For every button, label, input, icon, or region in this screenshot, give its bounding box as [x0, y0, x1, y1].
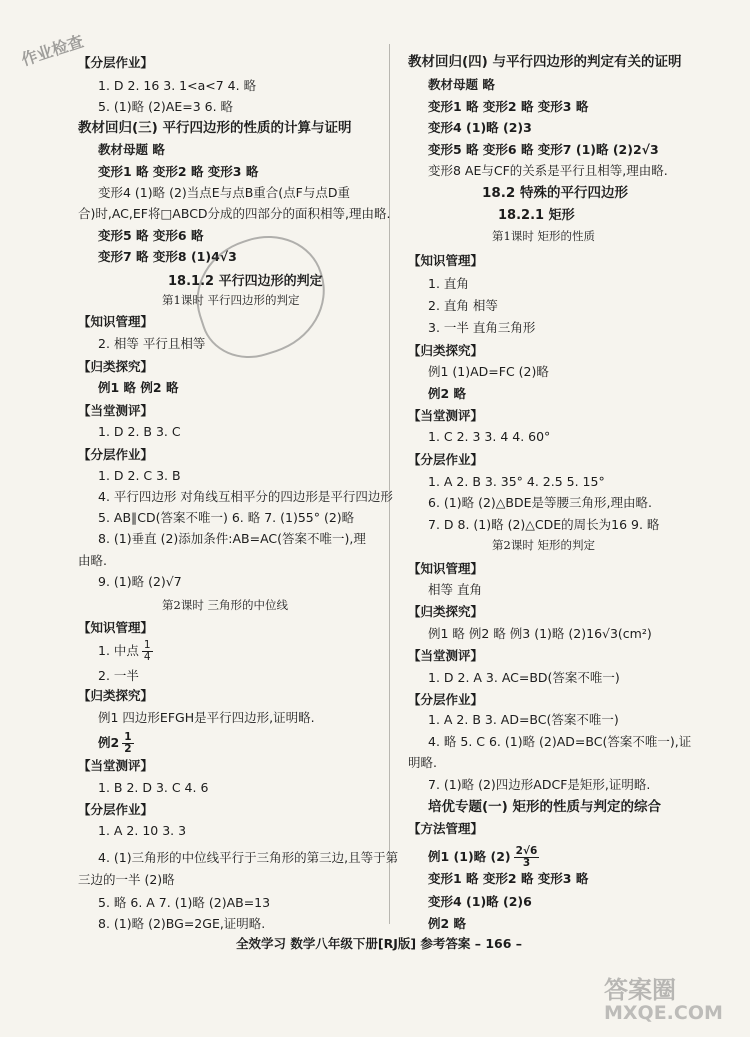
fraction	[122, 732, 133, 755]
answer-text: 由略.	[78, 553, 107, 568]
answer-line	[408, 99, 588, 115]
answer-text: 例2 略	[428, 386, 467, 401]
answer-line	[408, 821, 483, 837]
answer-line	[78, 380, 178, 396]
answer-text: 合)时,AC,EF将□ABCD分成的四部分的面积相等,理由略.	[78, 206, 391, 221]
answer-line	[408, 474, 605, 490]
watermark-logo: 答案圈	[604, 976, 676, 1004]
answer-line	[78, 895, 270, 911]
answer-text: 1. D 2. C 3. B	[98, 468, 181, 483]
answer-text: 18.1.2 平行四边形的判定	[168, 274, 323, 289]
answer-text: 第1课时 矩形的性质	[492, 229, 595, 243]
answer-text: 1. D 2. A 3. AC=BD(答案不唯一)	[428, 670, 620, 685]
fraction-numerator: 1	[124, 731, 132, 743]
answer-line	[408, 364, 549, 380]
answer-line	[78, 510, 354, 526]
answer-text: 【归类探究】	[408, 604, 484, 619]
answer-text: 例1 (1)AD=FC (2)略	[428, 364, 549, 379]
answer-line	[78, 872, 175, 888]
answer-text: 7. (1)略 (2)四边形ADCF是矩形,证明略.	[428, 777, 651, 792]
answer-text: 【分层作业】	[408, 692, 484, 707]
answer-line	[408, 386, 466, 402]
answer-line	[408, 582, 482, 598]
answer-text: 3. 一半 直角三角形	[428, 320, 536, 335]
answer-text: 第2课时 矩形的判定	[492, 538, 595, 552]
fraction-denominator: 3	[522, 857, 531, 870]
answer-line	[408, 429, 550, 445]
answer-text: 变形1 略 变形2 略 变形3 略	[428, 99, 589, 114]
answer-line	[492, 538, 595, 552]
answer-line	[482, 185, 628, 202]
answer-text: 4. (1)三角形的中位线平行于三角形的第三边,且等于第	[98, 850, 399, 865]
answer-line	[408, 517, 659, 533]
answer-text: 变形1 略 变形2 略 变形3 略	[98, 164, 259, 179]
answer-text: 4. 平行四边形 对角线互相平分的四边形是平行四边形	[98, 489, 393, 504]
answer-line	[408, 54, 682, 71]
answer-text: 例1 (1)略 (2)	[428, 849, 511, 865]
fraction-numerator: 1	[143, 639, 151, 651]
answer-text: 1. D 2. B 3. C	[98, 424, 181, 439]
answer-text: 【知识管理】	[408, 561, 484, 576]
answer-line	[78, 468, 181, 484]
answer-line	[408, 495, 652, 511]
answer-line	[78, 688, 153, 704]
answer-line	[498, 208, 575, 224]
answer-line	[78, 336, 205, 352]
answer-text: 例1 略 例2 略	[98, 380, 179, 395]
answer-text: 【当堂测评】	[78, 403, 154, 418]
answer-text: 1. C 2. 3 3. 4 4. 60°	[428, 429, 551, 444]
answer-line	[78, 185, 350, 201]
answer-text: 【分层作业】	[78, 802, 154, 817]
answer-text: 变形5 略 变形6 略 变形7 (1)略 (2)2√3	[428, 142, 659, 157]
answer-text: 培优专题(一) 矩形的性质与判定的综合	[428, 799, 662, 815]
fraction-denominator: 2	[124, 743, 132, 756]
answer-line	[78, 164, 258, 180]
answer-line	[408, 77, 495, 93]
answer-text: 变形8 AE与CF的关系是平行且相等,理由略.	[428, 163, 668, 178]
answer-text: 【知识管理】	[408, 253, 484, 268]
fraction	[514, 846, 540, 869]
answer-text: 例2 略	[428, 916, 467, 931]
answer-line	[78, 802, 153, 818]
answer-text: 8. (1)垂直 (2)添加条件:AB=AC(答案不唯一),理	[98, 531, 366, 546]
answer-line	[408, 846, 542, 869]
answer-line	[408, 142, 659, 158]
answer-text: 2. 一半	[98, 668, 139, 683]
answer-line	[78, 206, 391, 222]
answer-line	[408, 276, 469, 292]
answer-text: 5. 略 6. A 7. (1)略 (2)AB=13	[98, 895, 271, 910]
answer-line	[78, 403, 153, 419]
answer-text: 明略.	[408, 755, 437, 770]
answer-text: 1. D 2. 16 3. 1<a<7 4. 略	[98, 78, 257, 93]
answer-text: 变形4 (1)略 (2)6	[428, 894, 532, 909]
answer-text: 教材回归(四) 与平行四边形的判定有关的证明	[408, 54, 682, 70]
answer-line	[408, 163, 668, 179]
fraction	[142, 640, 153, 663]
answer-line	[78, 758, 153, 774]
answer-line	[78, 78, 256, 94]
answer-text: 例1 四边形EFGH是平行四边形,证明略.	[98, 710, 315, 725]
answer-line	[408, 692, 483, 708]
answer-line	[408, 604, 483, 620]
answer-text: 9. (1)略 (2)√7	[98, 574, 182, 589]
answer-line	[408, 755, 437, 771]
answer-line	[408, 561, 483, 577]
answer-text: 变形4 (1)略 (2)当点E与点B重合(点F与点D重	[98, 185, 350, 200]
answer-line	[408, 626, 652, 642]
answer-text: 2. 直角 相等	[428, 298, 498, 313]
fraction-numerator: 2√6	[515, 845, 538, 857]
answer-text: 【归类探究】	[78, 359, 154, 374]
answer-line	[78, 424, 181, 440]
answer-text: 4. 略 5. C 6. (1)略 (2)AD=BC(答案不唯一),证	[428, 734, 692, 749]
answer-text: 相等 直角	[428, 582, 482, 597]
answer-text: 【分层作业】	[78, 447, 154, 462]
answer-text: 2. 相等 平行且相等	[98, 336, 206, 351]
answer-line	[492, 229, 595, 243]
answer-line	[78, 228, 203, 244]
answer-text: 【分层作业】	[78, 55, 154, 70]
answer-text: 6. (1)略 (2)△BDE是等腰三角形,理由略.	[428, 495, 652, 510]
answer-text: 例1 略 例2 略 例3 (1)略 (2)16√3(cm²)	[428, 626, 652, 641]
answer-line	[408, 894, 532, 910]
answer-text: 变形1 略 变形2 略 变形3 略	[428, 871, 589, 886]
answer-text: 1. 中点	[98, 643, 139, 659]
answer-text: 1. A 2. 10 3. 3	[98, 823, 187, 838]
answer-text: 【方法管理】	[408, 821, 484, 836]
answer-text: 1. B 2. D 3. C 4. 6	[98, 780, 209, 795]
answer-line	[78, 620, 153, 636]
answer-text: 1. A 2. B 3. 35° 4. 2.5 5. 15°	[428, 474, 605, 489]
answer-line	[78, 99, 233, 115]
answer-line	[408, 343, 483, 359]
answer-line	[408, 916, 466, 932]
answer-text: 例2	[98, 735, 120, 751]
answer-text: 【当堂测评】	[408, 408, 484, 423]
answer-text: 第1课时 平行四边形的判定	[162, 293, 300, 307]
answer-line	[78, 823, 186, 839]
answer-text: 【归类探究】	[408, 343, 484, 358]
answer-line	[408, 320, 535, 336]
answer-text: 18.2.1 矩形	[498, 208, 575, 223]
watermark-url: MXQE.COM	[604, 1002, 723, 1024]
answer-line	[408, 253, 483, 269]
answer-line	[408, 452, 483, 468]
answer-text: 变形5 略 变形6 略	[98, 228, 204, 243]
answer-text: 1. 直角	[428, 276, 469, 291]
answer-text: 【当堂测评】	[408, 648, 484, 663]
answer-text: 变形4 (1)略 (2)3	[428, 120, 532, 135]
answer-line	[78, 916, 265, 932]
answer-text: 【当堂测评】	[78, 758, 154, 773]
answer-text: 【归类探究】	[78, 688, 154, 703]
page-footer: 全效学习 数学八年级下册[RJ版] 参考答案 – 166 –	[236, 936, 523, 951]
answer-text: 教材回归(三) 平行四边形的性质的计算与证明	[78, 120, 352, 136]
answer-text: 第2课时 三角形的中位线	[162, 598, 288, 612]
answer-text: 18.2 特殊的平行四边形	[482, 185, 629, 201]
answer-line	[408, 871, 588, 887]
answer-line	[78, 780, 208, 796]
answer-text: 1. A 2. B 3. AD=BC(答案不唯一)	[428, 712, 619, 727]
answer-line	[78, 489, 393, 505]
answer-text: 三边的一半 (2)略	[78, 872, 175, 887]
column-divider	[389, 44, 390, 924]
answer-text: 8. (1)略 (2)BG=2GE,证明略.	[98, 916, 266, 931]
answer-text: 5. (1)略 (2)AE=3 6. 略	[98, 99, 234, 114]
fraction-denominator: 4	[143, 651, 151, 664]
answer-line	[408, 712, 619, 728]
answer-text: 变形7 略 变形8 (1)4√3	[98, 249, 237, 264]
answer-line	[78, 120, 352, 137]
stamp-text: 作业检查	[18, 31, 86, 70]
answer-line	[78, 359, 153, 375]
answer-line	[408, 120, 532, 136]
answer-line	[78, 574, 182, 590]
answer-line	[78, 553, 107, 569]
answer-text: 5. AB∥CD(答案不唯一) 6. 略 7. (1)55° (2)略	[98, 510, 355, 525]
answer-line	[408, 670, 620, 686]
answer-line	[408, 777, 650, 793]
answer-line	[78, 314, 153, 330]
answer-line	[78, 447, 153, 463]
answer-text: 7. D 8. (1)略 (2)△CDE的周长为16 9. 略	[428, 517, 660, 532]
answer-line	[78, 531, 366, 547]
answer-line	[78, 55, 153, 71]
answer-line	[408, 408, 483, 424]
answer-text: 【知识管理】	[78, 620, 154, 635]
answer-line	[428, 799, 661, 816]
answer-line	[78, 142, 165, 158]
answer-line	[408, 734, 691, 750]
answer-text: 【知识管理】	[78, 314, 154, 329]
answer-line	[408, 648, 483, 664]
answer-line	[78, 640, 156, 663]
answer-line	[78, 850, 398, 866]
answer-line	[408, 298, 498, 314]
answer-text: 教材母题 略	[98, 142, 165, 157]
answer-line	[162, 598, 288, 612]
answer-text: 教材母题 略	[428, 77, 495, 92]
answer-text: 【分层作业】	[408, 452, 484, 467]
answer-line	[78, 710, 315, 726]
answer-line	[78, 668, 139, 684]
answer-line	[78, 732, 137, 755]
